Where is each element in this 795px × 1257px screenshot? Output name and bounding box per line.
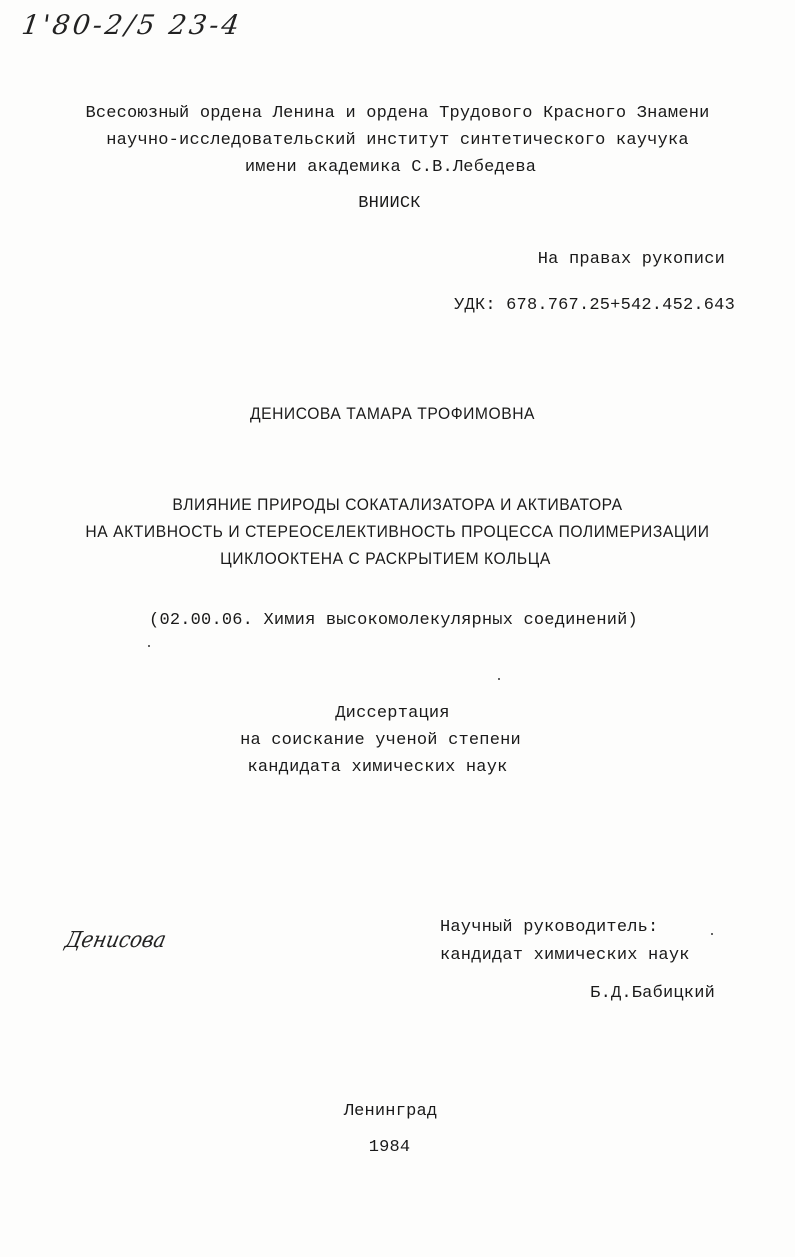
udk-code: УДК: 678.767.25+542.452.643 [454, 296, 735, 315]
degree-line-3: кандидата химических наук [247, 758, 508, 777]
handwritten-catalog-number: 1'80-2/5 23-4 [19, 10, 244, 41]
ink-speck [148, 645, 150, 647]
specialty-code: (02.00.06. Химия высокомолекулярных соединений) [149, 611, 638, 630]
ink-speck [498, 678, 500, 680]
author-signature: Денисова [62, 928, 169, 953]
ink-speck [711, 933, 713, 935]
thesis-title-line-2: НА АКТИВНОСТЬ И СТЕРЕОСЕЛЕКТИВНОСТЬ ПРОЦЕССА ПОЛИМЕРИЗАЦИИ [85, 522, 710, 541]
institution-line-2: научно-исследовательский институт синтетического каучука [106, 131, 689, 150]
thesis-title-line-3: ЦИКЛООКТЕНА С РАСКРЫТИЕМ КОЛЬЦА [220, 549, 551, 568]
author-name: ДЕНИСОВА ТАМАРА ТРОФИМОВНА [249, 404, 536, 423]
city: Ленинград [343, 1102, 438, 1121]
institution-line-3: имени академика С.В.Лебедева [244, 158, 537, 177]
institution-line-1: Всесоюзный ордена Ленина и ордена Трудового Красного Знамени [85, 104, 710, 123]
degree-line-1: Диссертация [335, 704, 450, 723]
degree-line-2: на соискание ученой степени [240, 731, 521, 750]
rights-note: На правах рукописи [537, 250, 725, 269]
institution-abbreviation: ВНИИСК [358, 194, 421, 213]
supervisor-name: Б.Д.Бабицкий [590, 984, 715, 1003]
year: 1984 [368, 1138, 411, 1157]
supervisor-label: Научный руководитель: [440, 918, 659, 937]
thesis-title-line-1: ВЛИЯНИЕ ПРИРОДЫ СОКАТАЛИЗАТОРА И АКТИВАТОРА [172, 495, 623, 514]
supervisor-degree: кандидат химических наук [440, 946, 690, 965]
